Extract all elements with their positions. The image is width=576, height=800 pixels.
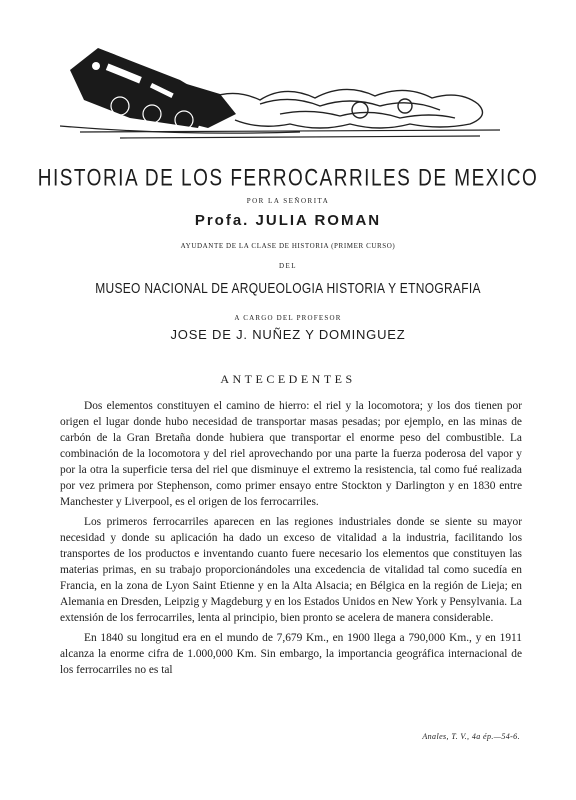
paragraph: Dos elementos constituyen el camino de hierro: el riel y la locomotora; y los dos tienen por origen el lugar donde hubo necesidad de transportar masas pesadas; por ejemplo, en las minas de carbón de la Gran Bretaña donde hubiera que transportar el enorme peso del combustible. La combinación de la locomotora y del riel aprovechando por una parte la fuerza poderosa del vapor y por la otra la superficie tersa del riel que disminuye el extremo la resistencia, tal como fué realizada por vez primera por Stephenson, como primer ensayo entre Stockton y Darlington y en 1830 entre Manchester y Liverpool, es el origen de los ferrocarriles.: [60, 400, 522, 508]
institution-name: MUSEO NACIONAL DE ARQUEOLOGIA HISTORIA Y ETNOGRAFIA: [95, 279, 481, 297]
paragraph: En 1840 su longitud era en el mundo de 7,679 Km., en 1900 llega a 790,000 Km., y en 1911 alcanza la enorme cifra de 1.000,000 Km. Sin embargo, la importancia geográfica internacional de los ferrocarriles no es tal: [60, 632, 522, 676]
article-title: HISTORIA DE LOS FERROCARRILES DE MEXICO: [37, 165, 539, 192]
section-heading: ANTECEDENTES: [220, 372, 356, 386]
locomotive-illustration: [60, 40, 500, 140]
article-body: [60, 398, 522, 678]
author-role: AYUDANTE DE LA CLASE DE HISTORIA (PRIMER CURSO): [180, 242, 396, 250]
paragraph: Los primeros ferrocarriles aparecen en las regiones industriales donde se siente su mayor necesidad y donde su aplicación ha dado un exceso de vitalidad a la industria, facilitando los transportes de los productos e inventando cuanto fuere necesario los elementos que constituyen las materias primas, en su trabajo proporcionándoles una excedencia de vitalidad tal como sucedía en Francia, en la zona de Lyon Saint Etienne y en la Alta Alsacia; en Bélgica en la región de Lieja; en Alemania en Dresden, Leipzig y Magdeburg y en los Estados Unidos en New York y Pensylvania. La extensión de los ferrocarriles, lenta al principio, bien pronto se acelera de manera considerable.: [60, 516, 522, 624]
preposition-del: DEL: [278, 262, 298, 270]
author-name: Profa. JULIA ROMAN: [194, 212, 382, 229]
direction-note: A CARGO DEL PROFESOR: [234, 314, 342, 322]
page-signature: Anales, T. V., 4a ép.—54-6.: [422, 732, 520, 741]
byline: POR LA SEÑORITA: [246, 197, 330, 205]
professor-name: JOSE DE J. NUÑEZ Y DOMINGUEZ: [170, 327, 406, 342]
